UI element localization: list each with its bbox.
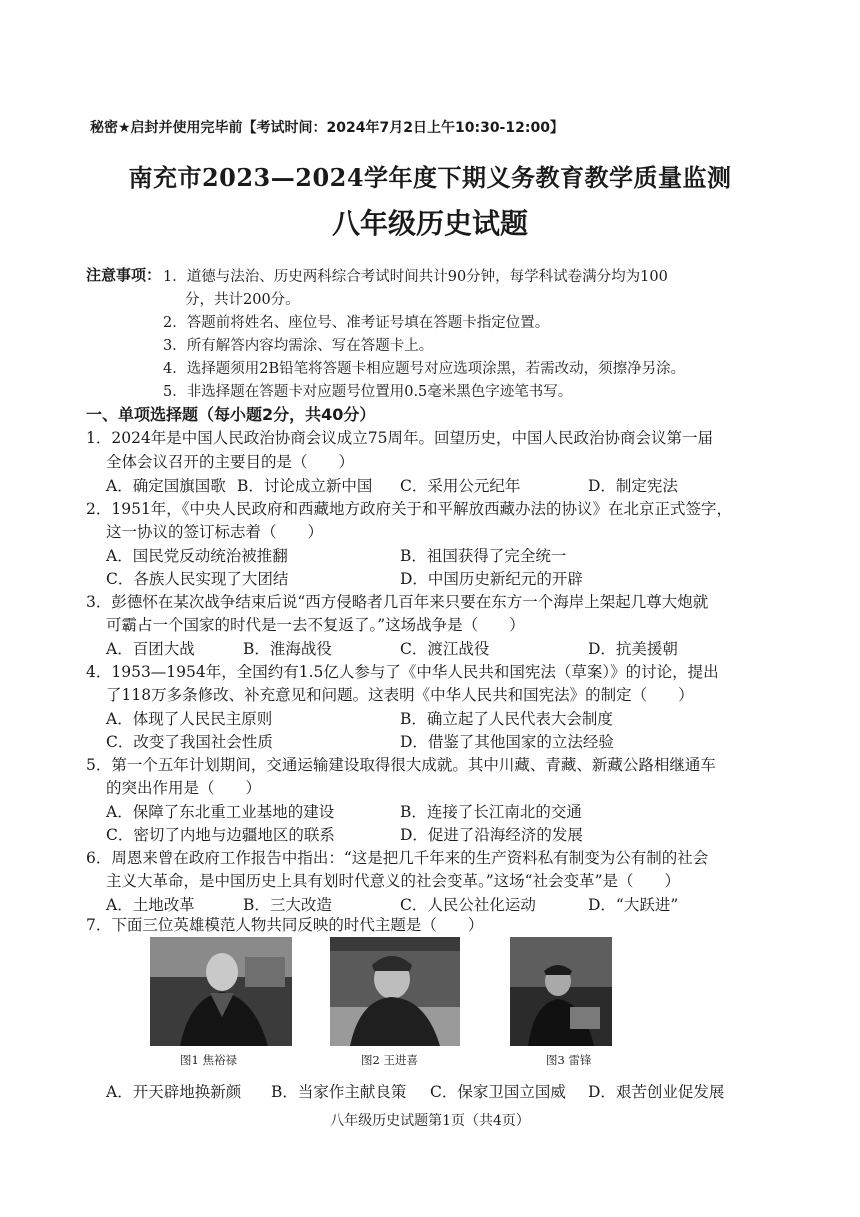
note-item: 分，共计200分。: [185, 292, 300, 308]
question-4-line-1: 4．1953—1954年，全国约有1.5亿人参与了《中华人民共和国宪法（草案）》的讨论，提出: [86, 663, 719, 681]
question-2-line-1: 2．1951年，《中央人民政府和西藏地方政府关于和平解放西藏办法的协议》在北京正式签字，: [86, 500, 733, 518]
photo-wang-jinxi: [330, 937, 460, 1046]
q7-option-d: D．艰苦创业促发展: [588, 1083, 725, 1101]
q3-option-c: C．渡江战役: [400, 640, 490, 658]
question-4-line-2: 了118万多条修改、补充意见和问题。这表明《中华人民共和国宪法》的制定（ ）: [106, 686, 694, 704]
question-6-line-2: 主义大革命，是中国历史上具有划时代意义的社会变革。”这场“社会变革”是（ ）: [106, 872, 681, 890]
q6-option-a: A．土地改革: [106, 896, 195, 914]
q2-option-d: D．中国历史新纪元的开辟: [400, 570, 583, 588]
q3-option-b: B．淮海战役: [243, 640, 332, 658]
q2-option-a: A．国民党反动统治被推翻: [106, 547, 288, 565]
note-item: 5．非选择题在答题卡对应题号位置用0.5毫米黑色字迹笔书写。: [163, 384, 573, 400]
q1-option-d: D．制定宪法: [588, 477, 678, 495]
q1-option-a: A．确定国旗国歌: [106, 477, 226, 495]
q6-option-b: B．三大改造: [243, 896, 332, 914]
q4-option-a: A．体现了人民民主原则: [106, 710, 273, 728]
q1-option-b: B．讨论成立新中国: [237, 477, 373, 495]
photo-caption-2: 图2 王进喜: [361, 1053, 418, 1067]
question-3-line-1: 3．彭德怀在某次战争结束后说“西方侵略者几百年来只要在东方一个海岸上架起几尊大炮就: [86, 593, 709, 611]
notes-label: 注意事项：: [86, 266, 162, 284]
q6-option-c: C．人民公社化运动: [400, 896, 536, 914]
q7-option-b: B．当家作主献良策: [271, 1083, 407, 1101]
photo-jiao-yulu: [150, 937, 292, 1046]
exam-subtitle: 八年级历史试题: [331, 207, 528, 240]
q5-option-b: B．连接了长江南北的交通: [400, 803, 582, 821]
question-1-line-1: 1．2024年是中国人民政治协商会议成立75周年。回望历史，中国人民政治协商会议第一届: [86, 429, 714, 447]
note-item: 3．所有解答内容均需涂、写在答题卡上。: [163, 338, 434, 354]
q5-option-a: A．保障了东北重工业基地的建设: [106, 803, 335, 821]
confidential-line: 秘密★启封并使用完毕前【考试时间：2024年7月2日上午10:30-12:00】: [90, 120, 564, 136]
question-3-line-2: 可霸占一个国家的时代是一去不复返了。”这场战争是（ ）: [106, 616, 525, 634]
note-item: 2．答题前将姓名、座位号、准考证号填在答题卡指定位置。: [163, 315, 550, 331]
photo-caption-1: 图1 焦裕禄: [180, 1053, 237, 1067]
q2-option-b: B．祖国获得了完全统一: [400, 547, 567, 565]
q5-option-d: D．促进了沿海经济的发展: [400, 826, 583, 844]
section-heading: 一、单项选择题（每小题2分，共40分）: [86, 405, 376, 424]
q3-option-a: A．百团大战: [106, 640, 195, 658]
q4-option-d: D．借鉴了其他国家的立法经验: [400, 733, 614, 751]
exam-title: 南充市2023—2024学年度下期义务教育教学质量监测: [128, 163, 732, 192]
question-7-line-1: 7．下面三位英雄模范人物共同反映的时代主题是（ ）: [86, 916, 484, 934]
question-5-line-2: 的突出作用是（ ）: [106, 779, 262, 797]
q2-option-c: C．各族人民实现了大团结: [106, 570, 289, 588]
question-5-line-1: 5．第一个五年计划期间，交通运输建设取得很大成就。其中川藏、青藏、新藏公路相继通车: [86, 756, 716, 774]
question-1-line-2: 全体会议召开的主要目的是（ ）: [106, 453, 355, 471]
q7-option-c: C．保家卫国立国威: [430, 1083, 566, 1101]
q1-option-c: C．采用公元纪年: [400, 477, 521, 495]
photo-caption-3: 图3 雷锋: [546, 1053, 592, 1067]
question-2-line-2: 这一协议的签订标志着（ ）: [106, 523, 324, 541]
q4-option-c: C．改变了我国社会性质: [106, 733, 273, 751]
note-item: 4．选择题须用2B铅笔将答题卡相应题号对应选项涂黑，若需改动，须擦净另涂。: [163, 361, 686, 377]
q3-option-d: D．抗美援朝: [588, 640, 678, 658]
q5-option-c: C．密切了内地与边疆地区的联系: [106, 826, 335, 844]
question-6-line-1: 6．周恩来曾在政府工作报告中指出：“这是把几千年来的生产资料私有制变为公有制的社会: [86, 849, 709, 867]
photo-lei-feng: [510, 937, 612, 1046]
q4-option-b: B．确立起了人民代表大会制度: [400, 710, 613, 728]
note-item: 1．道德与法治、历史两科综合考试时间共计90分钟，每学科试卷满分均为100: [163, 269, 668, 285]
q7-option-a: A．开天辟地换新颜: [106, 1083, 242, 1101]
q6-option-d: D．“大跃进”: [588, 896, 679, 914]
page-footer: 八年级历史试题第1页（共4页）: [330, 1113, 530, 1129]
